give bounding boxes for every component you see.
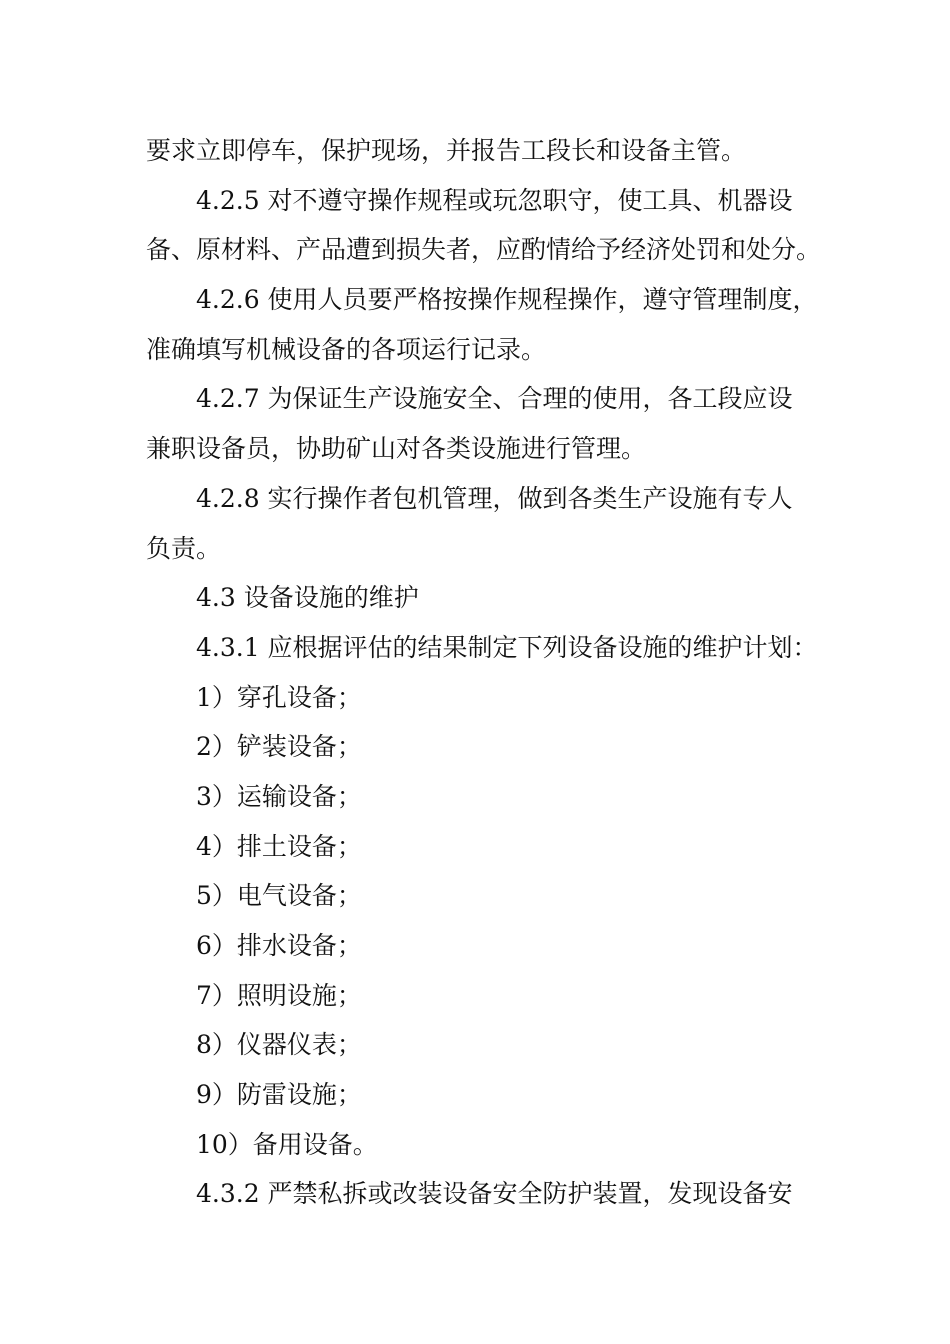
text-line: 5）电气设备；: [196, 881, 362, 911]
text-line: 1）穿孔设备；: [196, 682, 362, 712]
text-line: 4.3.1 应根据评估的结果制定下列设备设施的维护计划：: [196, 632, 818, 662]
text-line: 备、原材料、产品遭到损失者，应酌情给予经济处罚和处分。: [146, 235, 822, 265]
text-line: 要求立即停车，保护现场，并报告工段长和设备主管。: [146, 136, 747, 165]
text-line: 负责。: [146, 533, 222, 563]
text-line: 4.3.2 严禁私拆或改装设备安全防护装置，发现设备安: [196, 1179, 793, 1209]
text-line: 9）防雷设施；: [196, 1080, 362, 1110]
text-line: 6）排水设备；: [196, 931, 362, 960]
text-line: 4.2.7 为保证生产设施安全、合理的使用，各工段应设: [196, 384, 793, 414]
text-line: 4.2.5 对不遵守操作规程或玩忽职守，使工具、机器设: [196, 185, 793, 215]
text-line: 兼职设备员，协助矿山对各类设施进行管理。: [146, 434, 647, 464]
text-line: 7）照明设施；: [196, 980, 362, 1010]
text-line: 4）排土设备；: [196, 831, 362, 861]
text-line: 准确填写机械设备的各项运行记录。: [146, 334, 547, 364]
document-body: [146, 126, 822, 1219]
text-line: 4.2.8 实行操作者包机管理，做到各类生产设施有专人: [196, 483, 793, 513]
text-line: 4.2.6 使用人员要严格按操作规程操作，遵守管理制度，: [196, 285, 818, 315]
text-line: 3）运输设备；: [196, 781, 362, 811]
text-line: 4.3 设备设施的维护: [196, 583, 419, 613]
text-line: 10）备用设备。: [196, 1129, 378, 1159]
text-line: 8）仪器仪表；: [196, 1030, 362, 1060]
text-line: 2）铲装设备；: [196, 732, 362, 762]
